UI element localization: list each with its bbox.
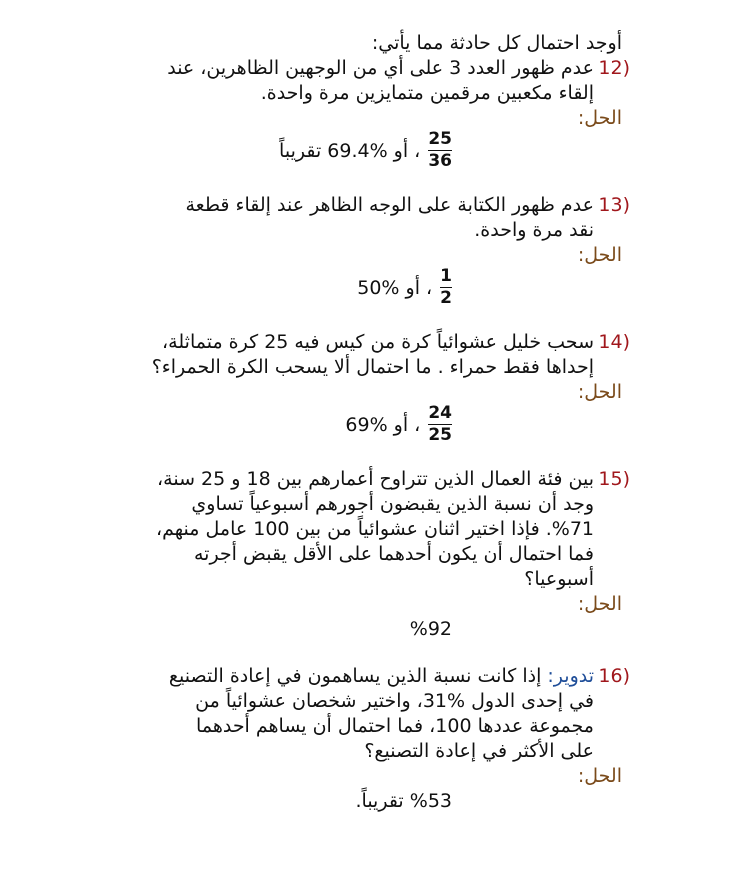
question-line: في إحدى الدول %31، واختير شخصان عشوائياً من: [195, 690, 594, 712]
question-line: سحب خليل عشوائياً كرة من كيس فيه 25 كرة متماثلة،: [162, 331, 594, 353]
question-line: فما احتمال أن يكون أحدهما على الأقل يقبض أجرته: [193, 543, 594, 565]
question-line: عدم ظهور الكتابة على الوجه الظاهر عند إلقاء قطعة: [185, 194, 594, 216]
solution-label: الحل:: [577, 381, 622, 403]
problem-number: (14: [598, 331, 630, 353]
fraction-denominator: 36: [428, 151, 452, 171]
answer-fraction: [428, 404, 452, 445]
question-line: عدم ظهور العدد 3 على أي من الوجهين الظاهرين، عند: [167, 57, 594, 79]
answer: [60, 404, 622, 445]
problem-13: [60, 193, 630, 308]
question-text: [60, 664, 630, 764]
question-line: أسبوعيا؟: [524, 568, 594, 590]
question-text: [60, 56, 630, 106]
fraction-denominator: 25: [428, 425, 452, 445]
topic-tag: تدوير:: [547, 665, 594, 687]
solution-label: الحل:: [577, 765, 622, 787]
question-line: [60, 664, 594, 689]
question-line: مجموعة عددها 100، فما احتمال أن يساهم أحدهما: [196, 715, 594, 737]
fraction-numerator: 24: [428, 403, 452, 423]
answer: [60, 788, 622, 814]
problem-number: (16: [598, 665, 630, 687]
question-line: على الأكثر في إعادة التصنيع؟: [364, 740, 594, 762]
question-text: [60, 193, 630, 243]
problem-12: [60, 56, 630, 171]
question-line: بين فئة العمال الذين تتراوح أعمارهم بين 18 و 25 سنة،: [157, 468, 594, 490]
solution-label: الحل:: [577, 244, 622, 266]
solution-label: الحل:: [577, 593, 622, 615]
question-text: [60, 330, 630, 380]
intro-heading: أوجد احتمال كل حادثة مما يأتي:: [371, 32, 622, 54]
fraction-numerator: 25: [428, 129, 452, 149]
fraction-denominator: 2: [440, 288, 452, 308]
answer-text: %53 تقريباً.: [355, 790, 452, 812]
problem-number: (13: [598, 194, 630, 216]
answer: [60, 616, 622, 642]
problem-14: [60, 330, 630, 445]
problem-number: (12: [598, 57, 630, 79]
question-line: نقد مرة واحدة.: [474, 219, 594, 241]
answer-text: %92: [409, 618, 452, 640]
answer-text: ، أو %69: [345, 413, 421, 436]
problem-15: [60, 467, 630, 642]
answer: [60, 130, 622, 171]
answer-text: ، أو %69.4 تقريباً: [279, 139, 421, 162]
fraction-numerator: 1: [440, 266, 452, 286]
question-line: %71. فإذا اختير اثنان عشوائياً من بين 100 عامل منهم،: [156, 518, 594, 540]
problem-16: [60, 664, 630, 814]
problem-number: (15: [598, 468, 630, 490]
question-text: [60, 467, 630, 592]
answer-text: ، أو %50: [357, 276, 433, 299]
solution-label: الحل:: [577, 107, 622, 129]
question-line: وجد أن نسبة الذين يقبضون أجورهم أسبوعياً تساوي: [191, 493, 594, 515]
question-line: إحداها فقط حمراء . ما احتمال ألا يسحب الكرة الحمراء؟: [151, 356, 594, 378]
question-line: إلقاء مكعبين مرقمين متمايزين مرة واحدة.: [260, 82, 594, 104]
answer-fraction: [440, 267, 452, 308]
answer: [60, 267, 622, 308]
answer-fraction: [428, 130, 452, 171]
question-line-text: إذا كانت نسبة الذين يساهمون في إعادة التصنيع: [168, 665, 542, 687]
